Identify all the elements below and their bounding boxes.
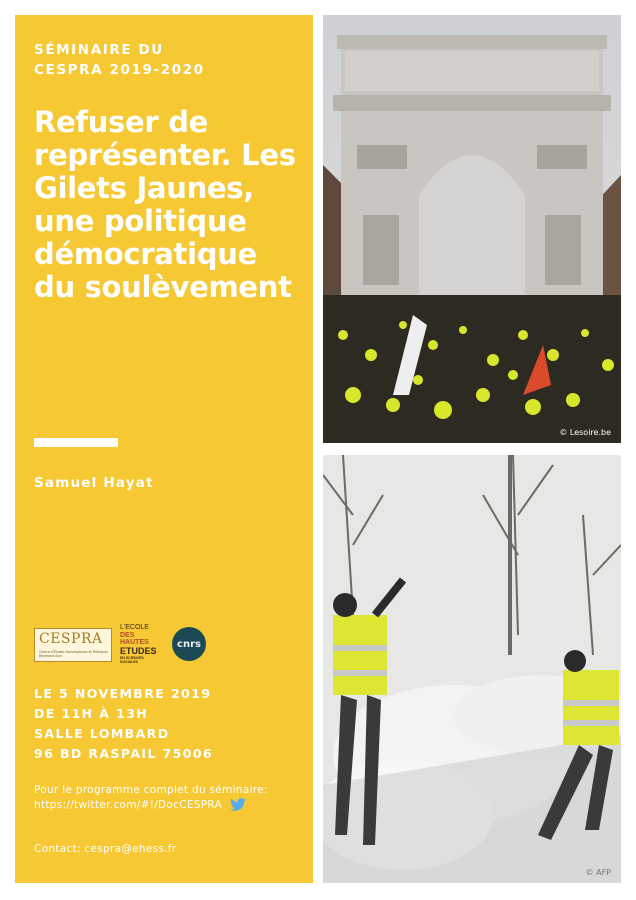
cespra-logo: CESPRA Centre d'Études Sociologiques et Politiques Raymond Aron: [34, 628, 112, 662]
seminar-line-1: SÉMINAIRE DU: [34, 42, 164, 58]
bottom-photo-credit: © AFP: [585, 868, 611, 877]
cnrs-logo: cnrs: [172, 627, 206, 661]
talk-title: Refuser de représenter. Les Gilets Jaunes, une politique démocratique du soulèvement: [34, 105, 296, 304]
twitter-icon[interactable]: [230, 798, 246, 816]
protest-photo: [323, 455, 621, 883]
event-address: 96 BD RASPAIL 75006: [34, 746, 214, 761]
contact-email[interactable]: Contact: cespra@ehess.fr: [34, 843, 177, 855]
program-text: Pour le programme complet du séminaire:: [34, 784, 268, 796]
arc-de-triomphe-photo: [323, 15, 621, 443]
divider-bar: [34, 438, 118, 447]
seminar-heading: [34, 40, 304, 80]
event-date: LE 5 NOVEMBRE 2019: [34, 686, 212, 701]
top-photo-credit: © Lesoire.be: [559, 428, 611, 437]
speaker-name: Samuel Hayat: [34, 475, 154, 491]
protest-photo-illustration: [323, 455, 621, 883]
program-link[interactable]: https://twitter.com/#!/DocCESPRA: [34, 799, 223, 811]
ehess-logo: L'ECOLE DES HAUTES ETUDES EN SCIENCES SOCIALES: [120, 624, 157, 664]
event-time: DE 11H À 13H: [34, 706, 149, 721]
program-info: [34, 783, 304, 816]
arc-photo-illustration: [323, 15, 621, 443]
partner-logos: [34, 624, 234, 664]
event-details: [34, 684, 304, 764]
seminar-line-2: CESPRA 2019-2020: [34, 62, 205, 78]
event-room: SALLE LOMBARD: [34, 726, 170, 741]
